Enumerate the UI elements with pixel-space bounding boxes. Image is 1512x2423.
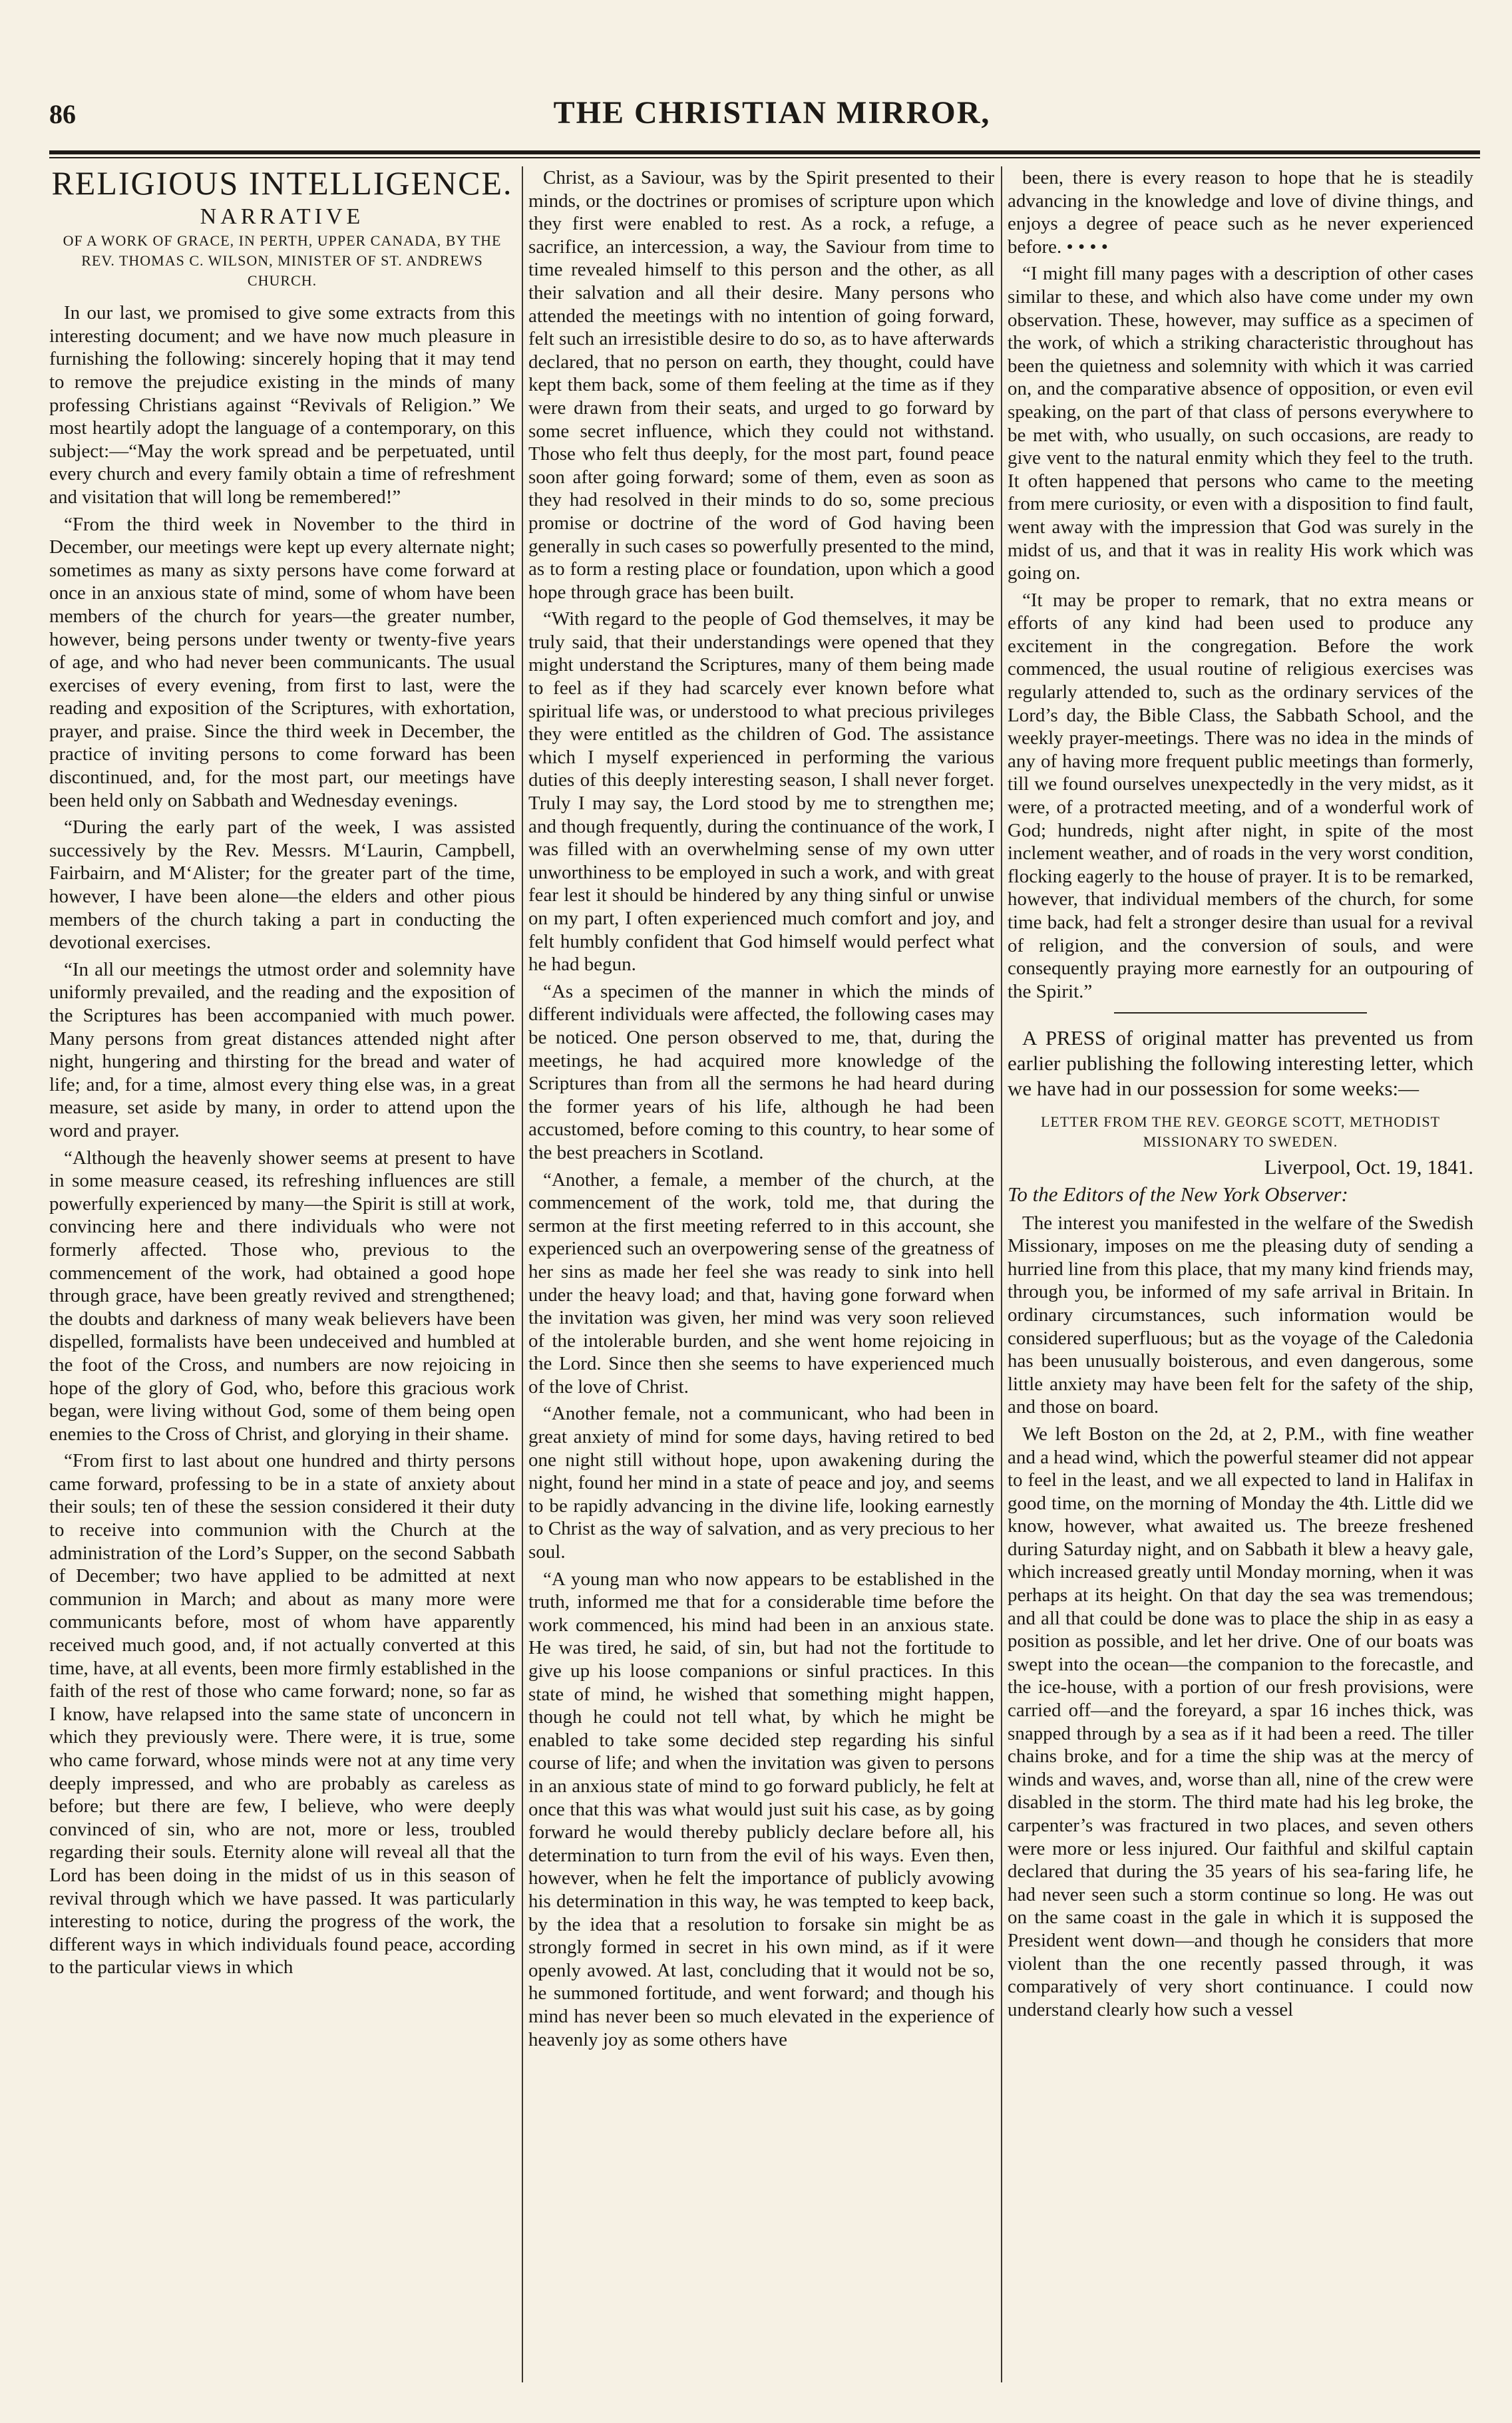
letter-dateline: Liverpool, Oct. 19, 1841. [1264,1155,1473,1179]
section-title: RELIGIOUS INTELLIGENCE. [51,166,513,202]
column-3 [1008,166,1473,2382]
column-1 [49,166,515,2382]
paragraph: “I might fill many pages with a description of other cases similar to these, and which also have come under my own observation. These, however, may suffice as a specimen of the work, of which a striking characteristic throughout has been the quietness and solemnity with which it was carried on, and the comparative absence of opposition, or even evil speaking, on the part of that class of persons everywhere to be met with, who usually, on such occasions, are ready to give vent to the natural enmity which they feel to the truth. It often happened that persons who came to the meeting from mere curiosity, or even with a disposition to find fault, went away with the impression that God was surely in the midst of us, and that it was in reality His work which was going on. [1008,263,1473,584]
header-rule [49,150,1480,154]
paragraph: been, there is every reason to hope that he is steadily advancing in the knowledge and love of divine things, and enjoys a degree of peace such as he never experienced before. • • • • [1008,167,1473,258]
paragraph: “It may be proper to remark, that no extra means or efforts of any kind had been used to produce any excitement in the congregation. Before the work commenced, the usual routine of religious exercises was regularly attended to, such as the ordinary services of the Lord’s day, the Bible Class, the Sabbath School, and the weekly prayer-meetings. There was no idea in the minds of any of having more frequent public meetings than formerly, till we found ourselves unexpectedly in the very midst, as it were, of a protracted meeting, and of a wonderful work of God; hundreds, night after night, in spite of the most inclement weather, and of roads in the very worst condition, flocking eagerly to the house of prayer. It is to be remarked, however, that individual members of the church, for some time back, had felt a stronger desire than usual for a revival of religion, and the conversion of souls, and were consequently praying more earnestly for an outpouring of the Spirit.” [1008,589,1473,1002]
paragraph: “Another, a female, a member of the church, at the commencement of the work, told me, that during the sermon at the first meeting referred to in this account, she experienced such an overpowering sense of the greatness of her sins as made her feel she was ready to sink into hell under the heavy load; and that, having gone forward when the invitation was given, her mind was very soon relieved of the intolerable burden, and she went home rejoicing in the Lord. Since then she seems to have experienced much of the love of Christ. [528,1169,994,1398]
page-number: 86 [49,99,76,129]
paragraph: “As a specimen of the manner in which the minds of different individuals were affected, the following cases may be noticed. One person observed to me, that, during the meetings, he had acquired more knowledge of the Scriptures than from all the sermons he had heard during the former years of his life, although he had been accustomed, before coming to this country, to hear some of the best preachers in Scotland. [528,980,994,1163]
article-subtitle: OF A WORK OF GRACE, IN PERTH, UPPER CANADA, BY THE REV. THOMAS C. WILSON, MINISTER OF ST. ANDREWS CHURCH. [63,232,502,289]
paragraph: “From first to last about one hundred and thirty persons came forward, professing to be in a state of anxiety about their souls; ten of these the session considered it their duty to receive into communion with the Church at the administration of the Lord’s Supper, on the second Sabbath of December; two have applied to be admitted at next communion in March; and about as many more were communicants before, most of whom have apparently received much good, and, if not actually converted at this time, have, at all events, been more firmly established in the faith of the rest of those who came forward; none, so far as I know, have relapsed into the same state of unconcern in which they previously were. There were, it is true, some who came forward, whose minds were not at any time very deeply impressed, and who are probably as careless as before; but there are few, I believe, who were deeply convinced of sin, who are not, more or less, troubled regarding their souls. Eternity alone will reveal all that the Lord has been doing in the midst of us in this season of revival through which we have passed. It was particularly interesting to notice, during the progress of the work, the different ways in which individuals found peace, according to the particular views in which [49,1450,515,1978]
paragraph: “In all our meetings the utmost order and solemnity have uniformly prevailed, and the reading and the exposition of the Scriptures has been accompanied with much power. Many persons from great distances attended night after night, hungering and thirsting for the bread and water of life; and, for a time, almost every thing else was, in a great measure, set aside by many, in order to attend upon the word and prayer. [49,958,515,1141]
paragraph: We left Boston on the 2d, at 2, P.M., with fine weather and a head wind, which the powerful steamer did not appear to feel in the least, and we all expected to land in Halifax in good time, on the morning of Monday the 4th. Little did we know, however, what awaited us. The breeze freshened during Saturday night, and on Sabbath it blew a heavy gale, which increased greatly until Monday morning, when it was perhaps at its height. On that day the sea was tremendous; and all that could be done was to place the ship in as easy a position as possible, and let her drive. One of our boats was swept into the ocean—the companion to the forecastle, and the ice-house, with a portion of our fresh provisions, were carried off—and the foreyard, a spar 16 inches thick, was snapped through by a sea as if it had been a reed. The tiller chains broke, and for a time the ship was at the mercy of winds and waves, and, worse than all, nine of the crew were disabled in the storm. The third mate had his leg broke, the carpenter’s was fractured in two places, and seven others were more or less injured. Our faithful and skilful captain declared that during the 35 years of his sea-faring life, he had never seen such a storm continue so long. He was out on the same coast in the gale in which it is supposed the President went down—and though he considers that more violent than the one recently passed through, it was comparatively of very short continuance. I could now understand clearly how such a vessel [1008,1423,1473,2020]
letter-heading: LETTER FROM THE REV. GEORGE SCOTT, METHODIST MISSIONARY TO SWEDEN. [1040,1113,1441,1151]
page-title: THE CHRISTIAN MIRROR, [553,95,991,130]
paragraph: “Another female, not a communicant, who had been in great anxiety of mind for some days, having retired to bed one night still without hope, upon awakening during the night, found her mind in a state of peace and joy, and seems to be rapidly advancing in the divine life, looking earnestly to Christ as the way of salvation, and as very precious to her soul. [528,1403,994,1563]
page-header [0,0,1512,160]
column-divider [522,166,523,2382]
paragraph: “Although the heavenly shower seems at present to have in some measure ceased, its refreshing influences are still powerfully experienced by many—the Spirit is still at work, convincing here and there individuals who were not formerly affected. Those who, previous to the commencement of the work, had obtained a good hope through grace, have been greatly revived and strengthened; the doubts and darkness of many weak believers have been dispelled, formalists have been undeceived and humbled at the foot of the Cross, and numbers are now rejoicing in hope of the glory of God, who, before this gracious work began, were living without God, some of them being open enemies to the Cross of Christ, and glorying in their shame. [49,1147,515,1445]
editor-notice: A PRESS of original matter has prevented us from earlier publishing the following interesting letter, which we have had in our possession for some weeks:— [1008,1026,1473,1101]
narrative-heading: NARRATIVE [200,204,365,229]
letter-salutation: To the Editors of the New York Observer: [1008,1182,1348,1206]
paragraph: “From the third week in November to the third in December, our meetings were kept up every alternate night; sometimes as many as sixty persons have come forward at once in an anxious state of mind, some of whom have been members of the church for years—the greater number, however, being persons under twenty or twenty-five years of age, and who had never been communicants. The usual exercises of every evening, from first to last, were the reading and exposition of the Scriptures, with exhortation, prayer, and praise. Since the third week in December, the practice of inviting persons to come forward has been discontinued, and, for the most part, our meetings have been held only on Sabbath and Wednesday evenings. [49,513,515,811]
paragraph: The interest you manifested in the welfare of the Swedish Missionary, imposes on me the pleasing duty of sending a hurried line from this place, that my many kind friends may, through you, be informed of my safe arrival in Britain. In ordinary circumstances, such information would be considered superfluous; but as the voyage of the Caledonia has been unusually boisterous, and even dangerous, some little anxiety may have been felt for the safety of the ship, and those on board. [1008,1212,1473,1418]
paragraph: Christ, as a Saviour, was by the Spirit presented to their minds, or the doctrines or promises of scripture upon which they first were enabled to rest. As a rock, a refuge, a sacrifice, an intercession, a way, the Saviour from time to time revealed himself to this person and the other, as all their salvation and all their desire. Many persons who attended the meetings with no intention of going forward, felt such an irresistible desire to do so, as to have afterwards declared, that no person on earth, they thought, could have kept them back, some of them feeling at the time as if they were drawn from their seats, and urged to go forward by some secret influence, which they could not withstand. Those who felt thus deeply, for the most part, found peace soon after going forward; some of them, even as soon as they had resolved in their minds to do so, some precious promise or doctrine of the word of God having been generally in such cases so powerfully presented to the mind, as to form a resting place or foundation, upon which a good hope through grace has been built. [528,167,994,603]
header-rule-thin [49,157,1480,158]
column-2 [528,166,994,2382]
section-divider [1114,1012,1367,1014]
paragraph: “A young man who now appears to be established in the truth, informed me that for a considerable time before the work commenced, his mind had been in an anxious state. He was tired, he said, of sin, but had not the fortitude to give up his loose companions or sinful practices. In this state of mind, he wished that something might happen, though he could not tell what, by which he might be enabled to take some decided step regarding his sinful course of life; and when the invitation was given to persons in an anxious state of mind to go forward publicly, he felt at once that this was what would just suit his case, as by going forward he would thereby publicly declare before all, his determination to turn from the evil of his ways. Even then, however, when he felt the importance of publicly avowing his determination in this way, he was tempted to keep back, by the idea that a resolution to forsake sin might be as strongly formed in secret in his own mind, as if it were openly avowed. At last, concluding that it would not be so, he summoned fortitude, and went forward; and though his mind has never been so much elevated in the experience of heavenly joy as some others have [528,1568,994,2050]
paragraph: “With regard to the people of God themselves, it may be truly said, that their understandings were opened that they might understand the Scriptures, many of them being made to feel as if they had scarcely ever known before what spiritual life was, or understood to what precious privileges they were entitled as the children of God. The assistance which I myself experienced in performing the various duties of this deeply interesting season, I shall never forget. Truly I may say, the Lord stood by me to strengthen me; and though frequently, during the continuance of the work, I was filled with an overwhelming sense of my own utter unworthiness to be employed in such a work, and with great fear lest it should be hindered by any thing sinful or unwise on my part, I often experienced much comfort and joy, and felt humbly confident that God himself would perfect what he had begun. [528,608,994,976]
paragraph: In our last, we promised to give some extracts from this interesting document; and we have now much pleasure in furnishing the following: sincerely hoping that it may tend to remove the prejudice existing in the minds of many professing Christians against “Revivals of Religion.” We most heartily adopt the language of a contemporary, on this subject:—“May the work spread and be perpetuated, until every church and every family obtain a time of refreshment and visitation that will long be remembered!” [49,302,515,508]
column-divider [1001,166,1002,2382]
paragraph: “During the early part of the week, I was assisted successively by the Rev. Messrs. M‘Laurin, Campbell, Fairbairn, and M‘Alister; for the greater part of the time, however, I have been alone—the elders and other pious members of the church taking a part in conducting the devotional exercises. [49,817,515,954]
